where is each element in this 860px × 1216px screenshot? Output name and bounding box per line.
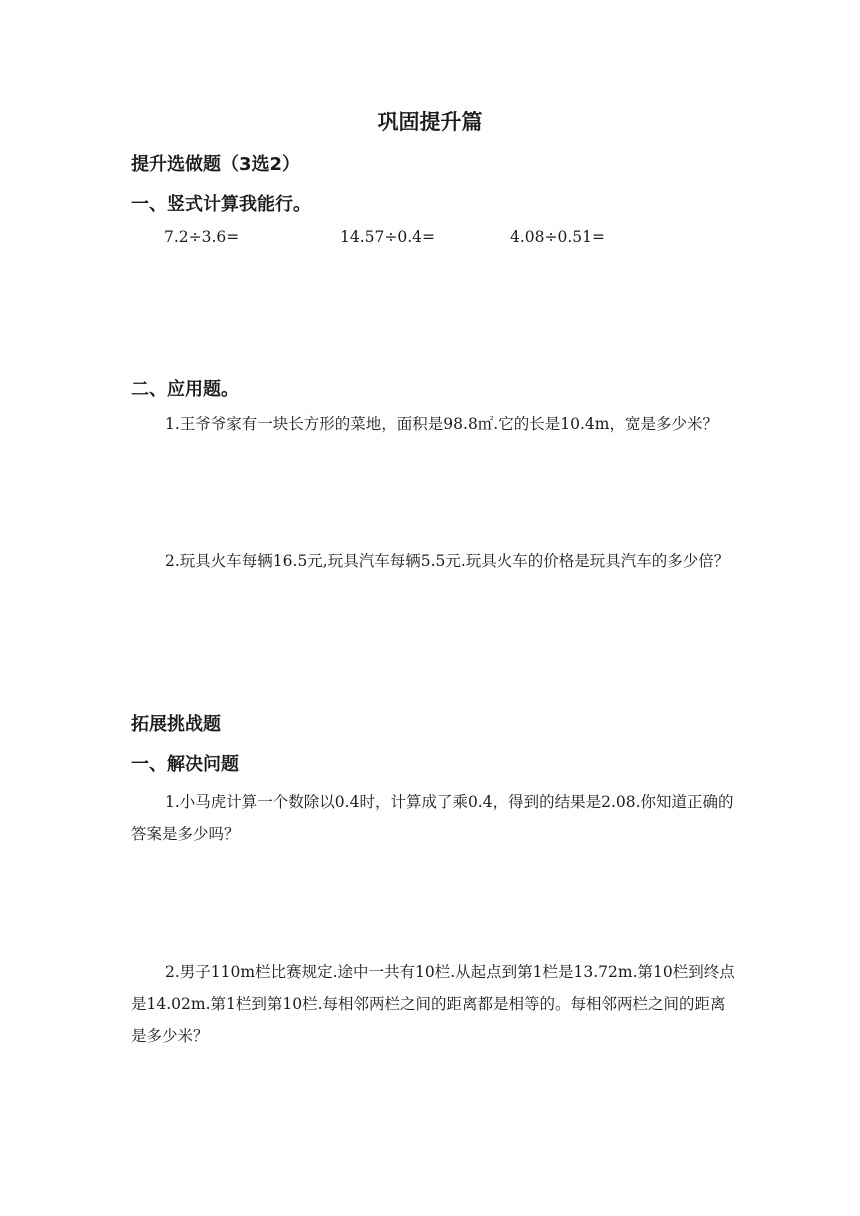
calc-item-3: 4.08÷0.51= [510,228,605,246]
optional-section-heading: 提升选做题（3选2） [131,154,301,175]
challenge-section-heading: 拓展挑战题 [131,714,221,735]
calc-item-2: 14.57÷0.4= [340,228,435,246]
challenge-problem-2: 2.男子110m栏比赛规定.途中一共有10栏.从起点到第1栏是13.72m.第10栏到终点是14.02m.第1栏到第10栏.每相邻两栏之间的距离都是相等的。每相邻两栏之间的距离是多少米？ [131,963,735,1045]
challenge-problem-1: 1.小马虎计算一个数除以0.4时，计算成了乘0.4，得到的结果是2.08.你知道正确的答案是多少吗？ [131,793,734,843]
page-title: 巩固提升篇 [377,110,483,134]
calc-item-1: 7.2÷3.6= [164,228,240,246]
solve-problems-heading: 一、解决问题 [131,754,239,775]
application-problem-1: 1.王爷爷家有一块长方形的菜地，面积是98.8㎡.它的长是10.4m，宽是多少米？ [165,415,718,433]
vertical-calc-heading: 一、竖式计算我能行。 [131,194,311,215]
application-heading: 二、应用题。 [131,379,239,400]
application-problem-2: 2.玩具火车每辆16.5元,玩具汽车每辆5.5元.玩具火车的价格是玩具汽车的多少倍？ [165,552,730,570]
